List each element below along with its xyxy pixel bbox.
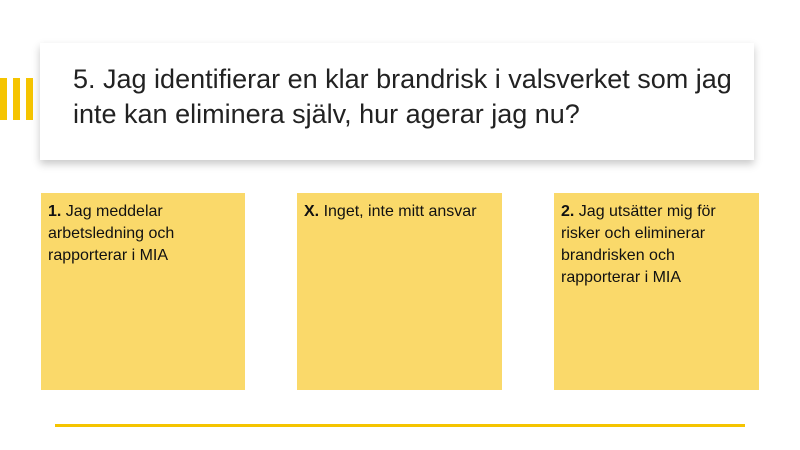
question-title: 5. Jag identifierar en klar brandrisk i valsverket som jag inte kan eliminera själv, hur agerar jag nu? xyxy=(73,64,732,129)
bottom-divider-line xyxy=(55,424,745,427)
option-key: X. xyxy=(304,203,320,220)
option-text: Jag utsätter mig för risker och eliminerar brandrisken och rapporterar i MIA xyxy=(561,203,716,286)
option-text: Inget, inte mitt ansvar xyxy=(319,203,477,220)
accent-bar xyxy=(26,78,33,120)
option-key: 1. xyxy=(48,203,62,220)
accent-bars-decoration xyxy=(0,78,40,120)
accent-bar xyxy=(13,78,20,120)
option-key: 2. xyxy=(561,203,575,220)
accent-bar xyxy=(0,78,7,120)
answer-option-1[interactable] xyxy=(41,193,245,390)
answer-option-x[interactable] xyxy=(297,193,502,390)
answer-option-2[interactable] xyxy=(554,193,759,390)
question-title-box xyxy=(40,43,754,160)
option-text: Jag meddelar arbetsledning och rapporterar i MIA xyxy=(48,203,175,264)
